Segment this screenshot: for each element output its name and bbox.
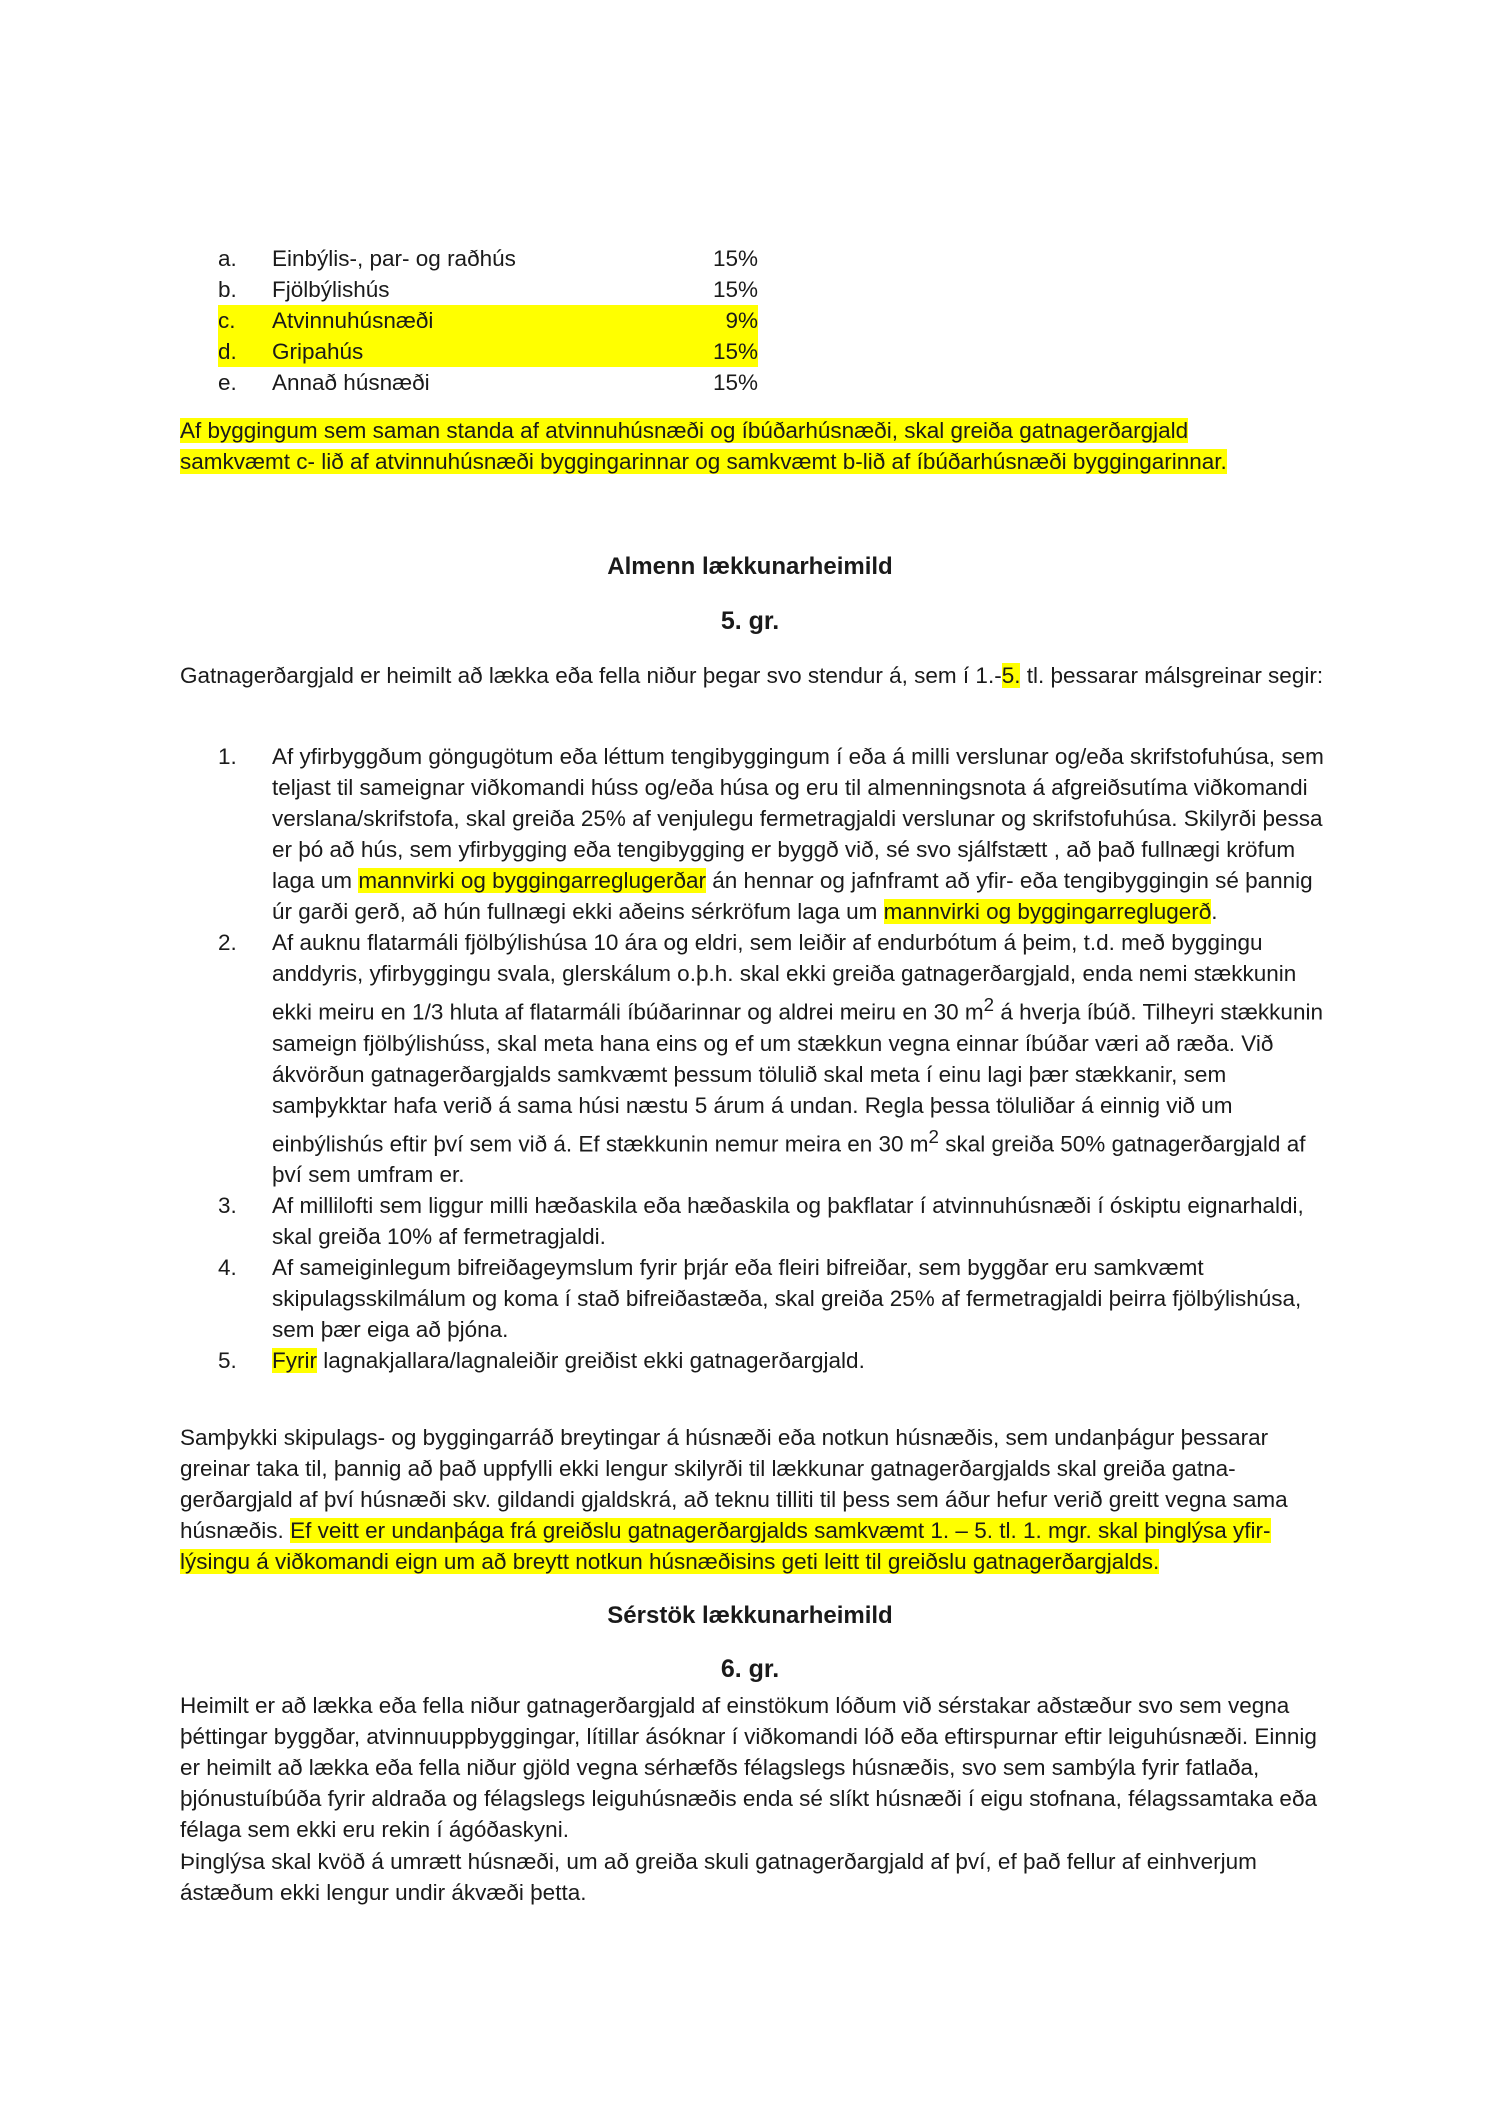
item1-text-a: Af yfirbyggðum göngugötum eða léttum tengibyggingum í eða á milli verslunar og/eða skrifstofuhúsa, sem teljast til sameignar viðkomandi húss og/eða húsa og eru til almenningsnota á afgreiðsutíma viðkomandi verslana/skrifstofa, skal greiða 25% af venjulegu fermetragjaldi verslunar og skrifstofuhúsa. Skilyrði þessa er þó að hús, sem yfirbygging eða tengibygging er byggð við, sé svo sjálfstætt , að það fullnægi kröfum laga um: [272, 744, 1324, 893]
item-text: Af millilofti sem liggur milli hæðaskila eða hæðaskila og þakflatar í atvinnuhúsnæði í óskiptu eignarhaldi, skal greiða 10% af fermetragjaldi.: [272, 1193, 1304, 1249]
rate-letter: d.: [218, 339, 237, 364]
rate-label: Einbýlis-, par- og raðhús: [272, 246, 516, 271]
item2-sup-1: 2: [983, 994, 995, 1015]
item-text: [272, 741, 1338, 927]
rate-letter: e.: [218, 370, 237, 395]
approval-highlight: Ef veitt er undanþága frá greiðslu gatnagerðargjalds samkvæmt 1. – 5. tl. 1. mgr. skal þinglýsa yfir-lýsingu á viðkomandi eign um að breytt notkun húsnæðisins geti leitt til greiðslu gatnagerðargjalds.: [180, 1518, 1271, 1574]
section5-list: [218, 741, 1338, 1376]
rate-percent: 15%: [712, 246, 758, 271]
section5-article: 5. gr.: [720, 607, 780, 635]
item1-text-c: .: [1211, 899, 1218, 924]
section6-paragraph-1: Heimilt er að lækka eða fella niður gatnagerðargjald af einstökum lóðum við sérstakar aðstæður svo sem vegna þéttingar byggðar, atvinnuuppbyggingar, lítillar ásóknar í viðkomandi lóð eða eftirspurnar eftir leiguhúsnæði. Einnig er heimilt að lækka eða fella niður gjöld vegna sérhæfðs félagslegs húsnæðis, svo sem sambýla fyrir fatlaða, þjónustuíbúða fyrir aldraða og félagslegs leiguhúsnæðis enda sé slíkt húsnæði í eigu stofnana, félagssamtaka eða félaga sem ekki eru rekin í ágóðaskyni.: [180, 1693, 1317, 1842]
approval-text: Samþykki skipulags- og byggingarráð breytingar á húsnæði eða notkun húsnæðis, sem undanþágur þessarar greinar taka til, þannig að það uppfylli ekki lengur skilyrði til lækkunar gatnagerðargjalds skal greiða gatna-gerðargjald af því húsnæði skv. gildandi gjaldskrá, að teknu tilliti til þess sem áður hefur verið greitt vegna sama húsnæðis.: [180, 1425, 1288, 1543]
item-number: 2.: [218, 930, 237, 955]
item-text: Af sameiginlegum bifreiðageymslum fyrir þrjár eða fleiri bifreiðar, sem byggðar eru samkvæmt skipulagsskilmálum og koma í stað bifreiðastæða, skal greiða 25% af fermetragjaldi þeirra fjölbýlishúsa, sem þær eiga að þjóna.: [272, 1255, 1302, 1342]
item-number: 5.: [218, 1348, 237, 1373]
section5-heading: Almenn lækkunarheimild: [607, 553, 893, 580]
list-item-5: [218, 1345, 1338, 1376]
section6-heading: Sérstök lækkunarheimild: [607, 1602, 893, 1629]
intro-text-b: tl. þessarar málsgreinar segir:: [1020, 663, 1324, 688]
rate-row-b: [218, 274, 758, 305]
rate-label: Annað húsnæði: [272, 370, 430, 395]
item2-text-c: skal greiða 50% gatnagerðargjald af því sem umfram er.: [272, 1131, 1306, 1187]
rate-row-a: [218, 243, 758, 274]
rate-label: Atvinnuhúsnæði: [272, 308, 434, 333]
intro-highlight: 5.: [1001, 663, 1021, 688]
rate-label: Fjölbýlishús: [272, 277, 390, 302]
rate-row-e: [218, 367, 758, 398]
mixed-use-line2: samkvæmt c- lið af atvinnuhúsnæði byggingarinnar og samkvæmt b-lið af íbúðarhúsnæði byggingarinnar.: [180, 449, 1227, 474]
section6-article: 6. gr.: [720, 1655, 780, 1683]
intro-text-a: Gatnagerðargjald er heimilt að lækka eða fella niður þegar svo stendur á, sem í 1.-: [180, 663, 1002, 688]
item-text: [272, 927, 1338, 1190]
rate-label: Gripahús: [272, 339, 364, 364]
list-item-1: [218, 741, 1338, 927]
rate-row-d: [218, 336, 758, 367]
rate-percent: 15%: [712, 370, 758, 395]
rate-percent: 9%: [725, 308, 758, 333]
item-number: 1.: [218, 744, 237, 769]
list-item-3: [218, 1190, 1338, 1252]
rate-percent: 15%: [712, 277, 758, 302]
list-item-4: [218, 1252, 1338, 1345]
item-number: 4.: [218, 1255, 237, 1280]
mixed-use-line1: Af byggingum sem saman standa af atvinnuhúsnæði og íbúðarhúsnæði, skal greiða gatnagerðargjald: [180, 418, 1189, 443]
approval-paragraph: [180, 1422, 1330, 1577]
item1-highlight-2: mannvirki og byggingarreglugerð: [883, 899, 1212, 924]
rate-letter: b.: [218, 277, 237, 302]
item2-sup-2: 2: [928, 1125, 939, 1147]
mixed-use-paragraph: [180, 415, 1330, 477]
rate-letter: a.: [218, 246, 237, 271]
item5-highlight: Fyrir: [272, 1348, 317, 1373]
item2-text-a: Af auknu flatarmáli fjölbýlishúsa 10 ára og eldri, sem leiðir af endurbótum á þeim, t.d. með byggingu anddyris, yfirbyggingu svala, glerskálum o.þ.h. skal ekki greiða gatnagerðargjald, enda nemi stækkunin ekki meiru en 1/3 hluta af flatarmáli íbúðarinnar og aldrei meiru en 30 m: [272, 930, 1297, 1025]
item2-text-b: á hverja íbúð. Tilheyri stækkunin sameign fjölbýlishúss, skal meta hana eins og ef um stækkun vegna einnar íbúðar væri að ræða. Við ákvörðun gatnagerðargjalds samkvæmt þessum tölulið skal meta í einu lagi þær stækkanir, sem samþykktar hafa verið á sama húsi næstu 5 árum á undan. Regla þessa töluliðar á einnig við um einbýlishús eftir því sem við á. Ef stækkunin nemur meira en 30 m: [272, 999, 1323, 1156]
item1-text-b: án hennar og jafnframt að yfir- eða tengibyggingin sé þannig úr garði gerð, að hún fullnægi ekki aðeins sérkröfum laga um: [272, 868, 1313, 924]
list-item-2: [218, 927, 1338, 1190]
section5-intro: [180, 660, 1330, 691]
item-text: [272, 1345, 1338, 1376]
item1-highlight-1: mannvirki og byggingarreglugerðar: [358, 868, 707, 893]
rate-letter: c.: [218, 308, 236, 333]
rate-row-c: [218, 305, 758, 336]
section6-paragraph-2: Þinglýsa skal kvöð á umrætt húsnæði, um að greiða skuli gatnagerðargjald af því, ef það fellur af einhverjum ástæðum ekki lengur undir ákvæði þetta.: [180, 1849, 1257, 1905]
item5-text: lagnakjallara/lagnaleiðir greiðist ekki gatnagerðargjald.: [316, 1348, 865, 1373]
rate-list: [218, 243, 758, 398]
item-number: 3.: [218, 1193, 237, 1218]
rate-percent: 15%: [712, 339, 758, 364]
